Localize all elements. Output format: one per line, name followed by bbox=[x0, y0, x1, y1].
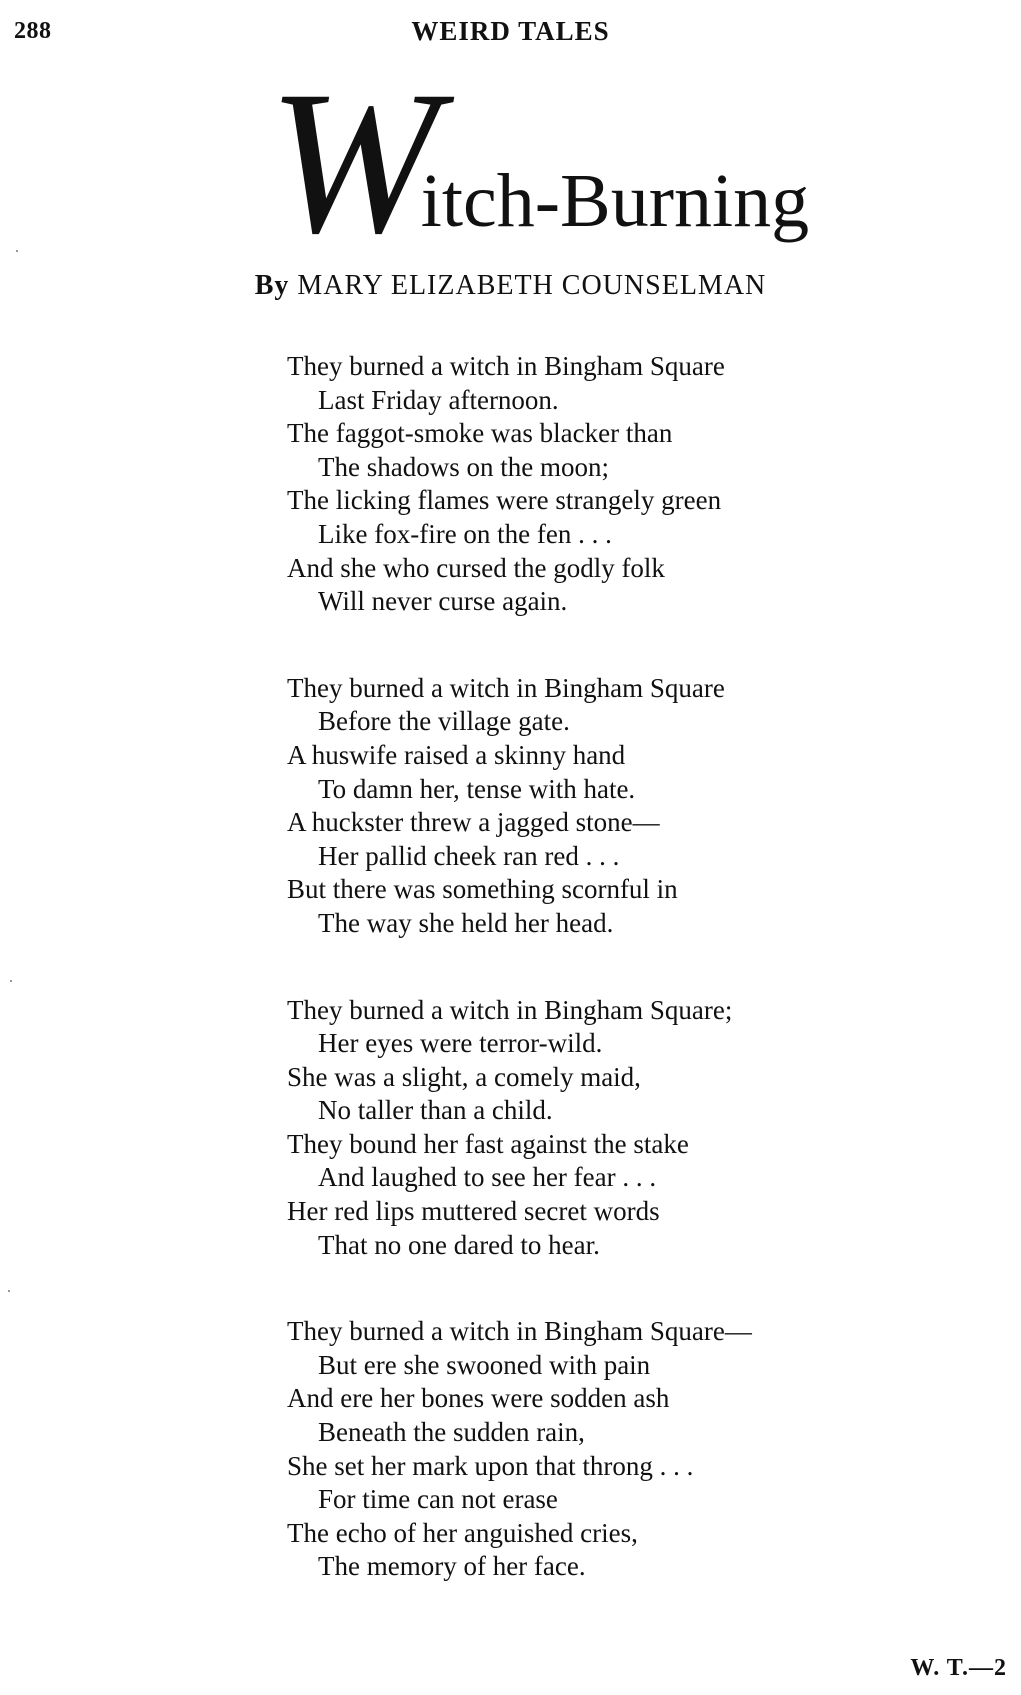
poem-line: That no one dared to hear. bbox=[318, 1229, 600, 1260]
poem-body bbox=[287, 350, 907, 1637]
poem-line: They burned a witch in Bingham Square bbox=[287, 672, 725, 703]
running-head: WEIRD TALES bbox=[411, 16, 610, 46]
poem-line: She was a slight, a comely maid, bbox=[287, 1061, 641, 1092]
poem-line: The licking flames were strangely green bbox=[287, 485, 722, 516]
poem-line: And she who cursed the godly folk bbox=[287, 552, 665, 583]
poem-title bbox=[268, 49, 810, 276]
poem-line: But there was something scornful in bbox=[287, 874, 678, 905]
byline bbox=[0, 270, 1021, 302]
poem-line: The echo of her anguished cries, bbox=[287, 1517, 638, 1548]
byline-author: MARY ELIZABETH COUNSELMAN bbox=[297, 270, 767, 301]
poem-line: She set her mark upon that throng . . . bbox=[287, 1450, 694, 1481]
poem-line: The memory of her face. bbox=[318, 1551, 586, 1582]
poem-line: And ere her bones were sodden ash bbox=[287, 1383, 670, 1414]
poem-line: Beneath the sudden rain, bbox=[318, 1417, 585, 1448]
poem-line: Her eyes were terror-wild. bbox=[318, 1028, 603, 1059]
poem-line: And laughed to see her fear . . . bbox=[318, 1162, 657, 1193]
stanza-1 bbox=[287, 350, 907, 619]
poem-line: A huswife raised a skinny hand bbox=[287, 739, 626, 770]
poem-line: Like fox-fire on the fen . . . bbox=[318, 518, 612, 549]
poem-line: No taller than a child. bbox=[318, 1095, 553, 1126]
scan-speck bbox=[8, 1290, 10, 1292]
poem-line: Before the village gate. bbox=[318, 706, 570, 737]
poem-line: They burned a witch in Bingham Square bbox=[287, 351, 725, 381]
poem-line: But ere she swooned with pain bbox=[318, 1349, 651, 1380]
poem-line: Last Friday afternoon. bbox=[318, 384, 559, 415]
poem-line: For time can not erase bbox=[318, 1484, 558, 1515]
poem-line: They burned a witch in Bingham Square; bbox=[287, 994, 733, 1025]
title-initial: W bbox=[268, 49, 421, 276]
stanza-3 bbox=[287, 994, 907, 1263]
poem-line: The shadows on the moon; bbox=[318, 451, 609, 482]
poem-line: Will never curse again. bbox=[318, 586, 568, 617]
poem-line: They burned a witch in Bingham Square— bbox=[287, 1316, 752, 1347]
poem-line: To damn her, tense with hate. bbox=[318, 773, 636, 804]
poem-line: The way she held her head. bbox=[318, 907, 614, 938]
stanza-4 bbox=[287, 1315, 907, 1584]
poem-line: Her pallid cheek ran red . . . bbox=[318, 840, 620, 871]
title-rest: itch-Burning bbox=[420, 159, 810, 243]
poem-line: A huckster threw a jagged stone— bbox=[287, 807, 660, 838]
page-number: 288 bbox=[14, 18, 52, 44]
scan-speck bbox=[16, 250, 18, 252]
stanza-2 bbox=[287, 672, 907, 941]
poem-line: They bound her fast against the stake bbox=[287, 1128, 689, 1159]
byline-by: By bbox=[254, 270, 290, 301]
poem-line: Her red lips muttered secret words bbox=[287, 1196, 660, 1227]
signature-mark: W. T.—2 bbox=[910, 1655, 1007, 1681]
scan-speck bbox=[10, 980, 12, 982]
poem-line: The faggot-smoke was blacker than bbox=[287, 418, 673, 449]
